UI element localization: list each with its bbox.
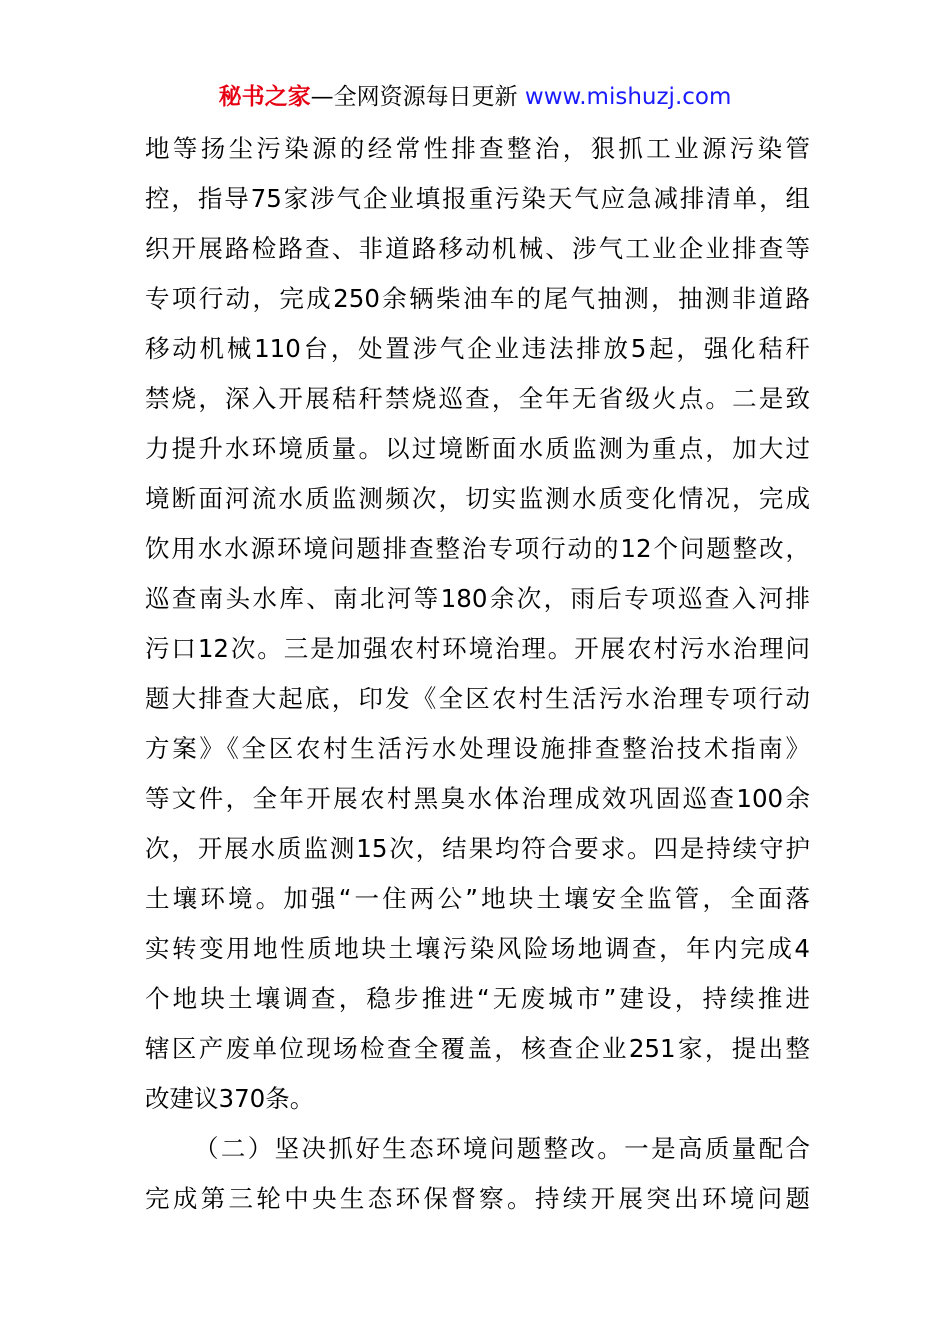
text-line: 等文件，全年开展农村黑臭水体治理成效巩固巡查100余	[145, 784, 810, 813]
text-line: 境断面河流水质监测频次，切实监测水质变化情况，完成	[145, 484, 810, 513]
site-header	[0, 80, 950, 114]
site-url-link[interactable]: www.mishuzj.com	[524, 84, 732, 110]
text-line: 完成第三轮中央生态环保督察。持续开展突出环境问题	[145, 1184, 810, 1213]
text-line: 饮用水水源环境问题排查整治专项行动的12个问题整改，	[145, 534, 810, 563]
text-line: 禁烧，深入开展秸秆禁烧巡查，全年无省级火点。二是致	[145, 384, 810, 413]
text-line: 方案》《全区农村生活污水处理设施排查整治技术指南》	[145, 734, 810, 763]
text-line: 移动机械110台，处置涉气企业违法排放5起，强化秸秆	[145, 334, 810, 363]
text-line: 土壤环境。加强“一住两公”地块土壤安全监管，全面落	[145, 884, 810, 913]
text-line: 辖区产废单位现场检查全覆盖，核查企业251家，提出整	[145, 1034, 810, 1063]
text-line: 个地块土壤调查，稳步推进“无废城市”建设，持续推进	[145, 984, 810, 1013]
text-line: 实转变用地性质地块土壤污染风险场地调查，年内完成4	[145, 934, 810, 963]
text-line: 控，指导75家涉气企业填报重污染天气应急减排清单，组	[145, 184, 810, 213]
site-brand: 秘书之家	[218, 84, 311, 110]
site-tagline: —全网资源每日更新	[310, 84, 518, 110]
section-heading-line: （二）坚决抓好生态环境问题整改。一是高质量配合	[194, 1134, 810, 1163]
text-line: 污口12次。三是加强农村环境治理。开展农村污水治理问	[145, 634, 810, 663]
paragraph-end-line: 改建议370条。	[145, 1084, 315, 1113]
text-line: 力提升水环境质量。以过境断面水质监测为重点，加大过	[145, 434, 810, 463]
text-line: 巡查南头水库、南北河等180余次，雨后专项巡查入河排	[145, 584, 810, 613]
text-line: 专项行动，完成250余辆柴油车的尾气抽测，抽测非道路	[145, 284, 810, 313]
text-line: 次，开展水质监测15次，结果均符合要求。四是持续守护	[145, 834, 810, 863]
text-line: 题大排查大起底，印发《全区农村生活污水治理专项行动	[145, 684, 810, 713]
text-line: 织开展路检路查、非道路移动机械、涉气工业企业排查等	[145, 234, 810, 263]
document-body	[145, 124, 810, 1224]
text-line: 地等扬尘污染源的经常性排查整治，狠抓工业源污染管	[145, 134, 810, 163]
